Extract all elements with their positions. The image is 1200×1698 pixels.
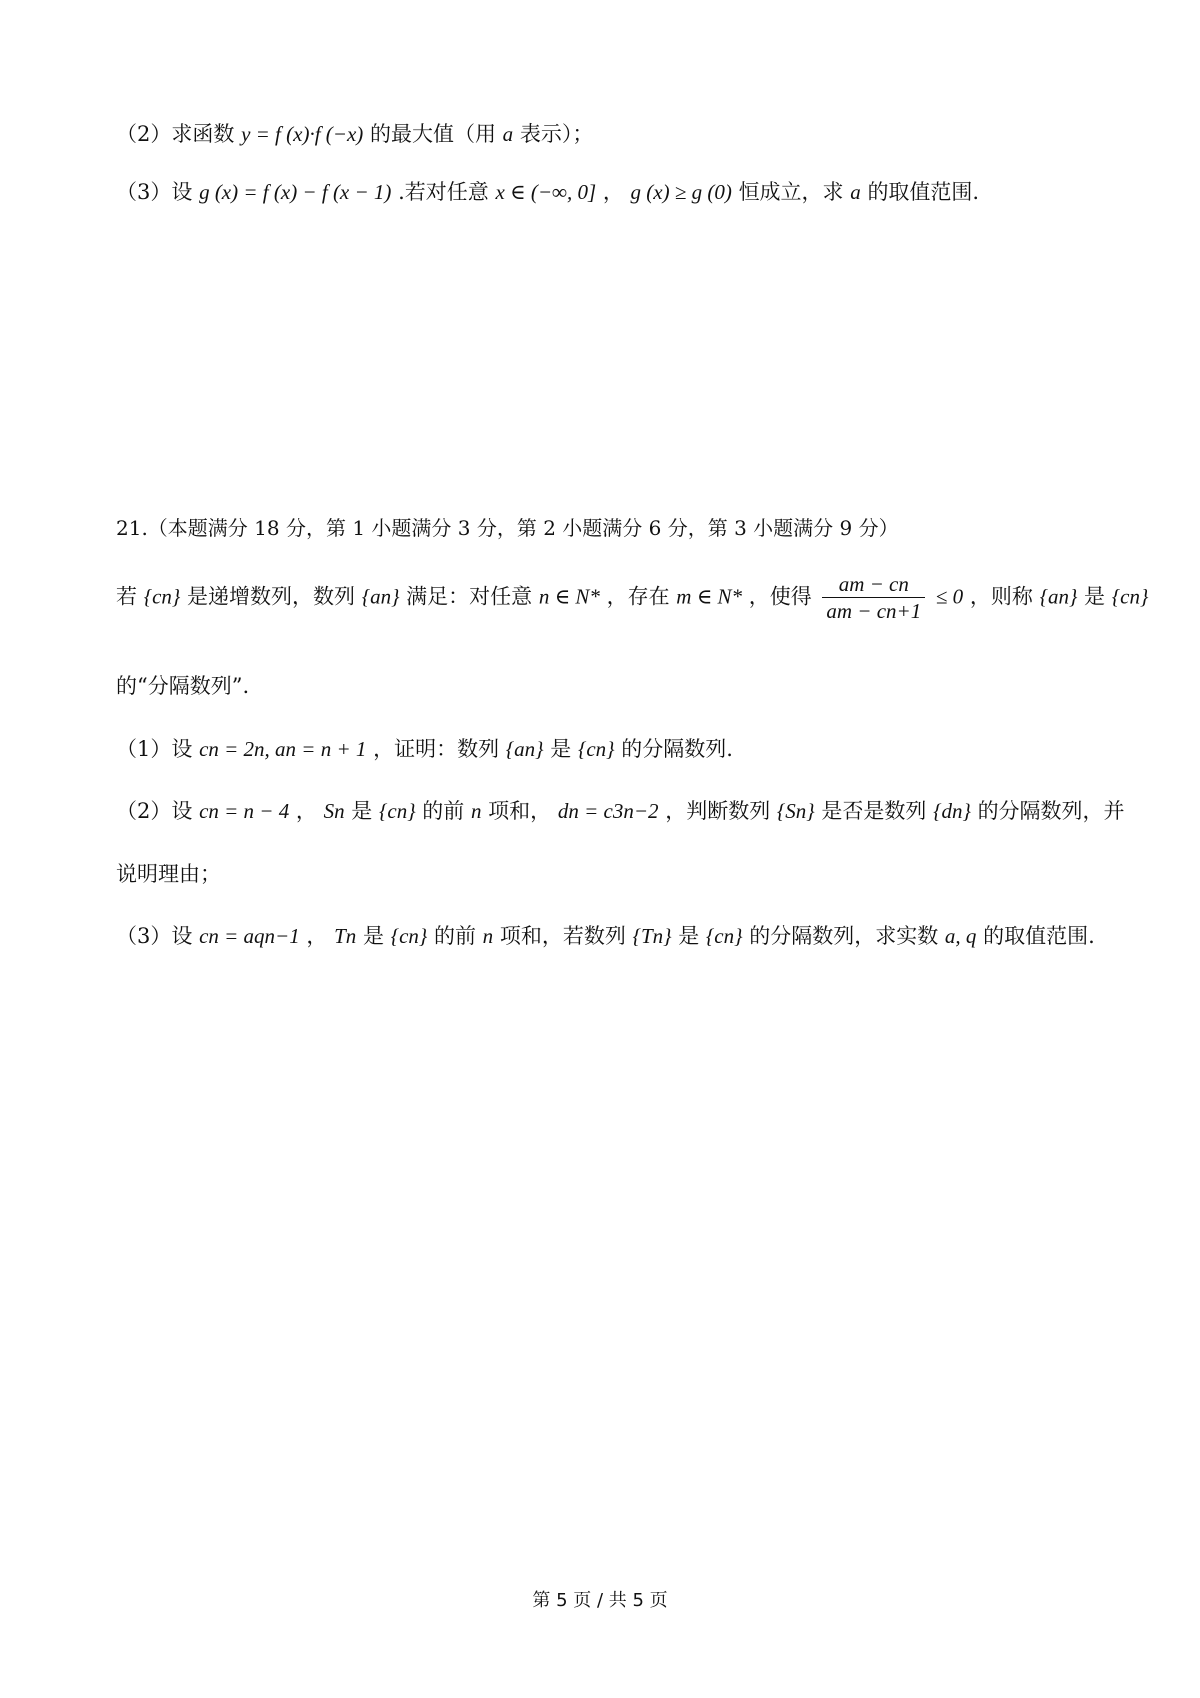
q20-part3: （3）设 g (x) = f (x) − f (x − 1) .若对任意 x ∈ (−∞, 0] ， g (x) ≥ g (0) 恒成立，求 a 的取值范围. [116, 180, 980, 204]
q20-part2-formula: y = f (x)·f (−x) [241, 122, 364, 146]
q20-part2: （2）求函数 y = f (x)·f (−x) 的最大值（用 a 表示）； [116, 122, 594, 146]
separation-fraction: $\frac{am - cn}{am - cn+1}$ [822, 574, 925, 622]
q21-part2: （2）设 cn = n − 4 ， Sn 是 {cn} 的前 n 项和， dn = c3n−2 ，判断数列 {Sn} 是否是数列 {dn} 的分隔数列，并 [116, 799, 1125, 823]
q21-part3: （3）设 cn = aqn−1 ， Tn 是 {cn} 的前 n 项和，若数列 {Tn} 是 {cn} 的分隔数列，求实数 a, q 的取值范围. [116, 924, 1095, 948]
page-footer: 第 5 页 / 共 5 页 [532, 1590, 668, 1611]
q21-header: 21.（本题满分 18 分，第 1 小题满分 3 分，第 2 小题满分 6 分，第 3 小题满分 9 分） [116, 516, 899, 540]
q21-definition-cont: 的“分隔数列”. [116, 674, 250, 698]
q21-definition: 若 {cn} 是递增数列，数列 {an} 满足：对任意 n ∈ N* ，存在 m ∈ N* ，使得 $\frac{am - cn}{am - cn+1}$ ≤ 0 ，则称 {an} 是 {cn} [116, 572, 1149, 623]
q21-part2-cont: 说明理由； [116, 862, 221, 886]
q21-part1: （1）设 cn = 2n, an = n + 1 ，证明：数列 {an} 是 {cn} 的分隔数列. [116, 737, 733, 761]
q20-part3-formula: g (x) = f (x) − f (x − 1) [199, 180, 392, 204]
